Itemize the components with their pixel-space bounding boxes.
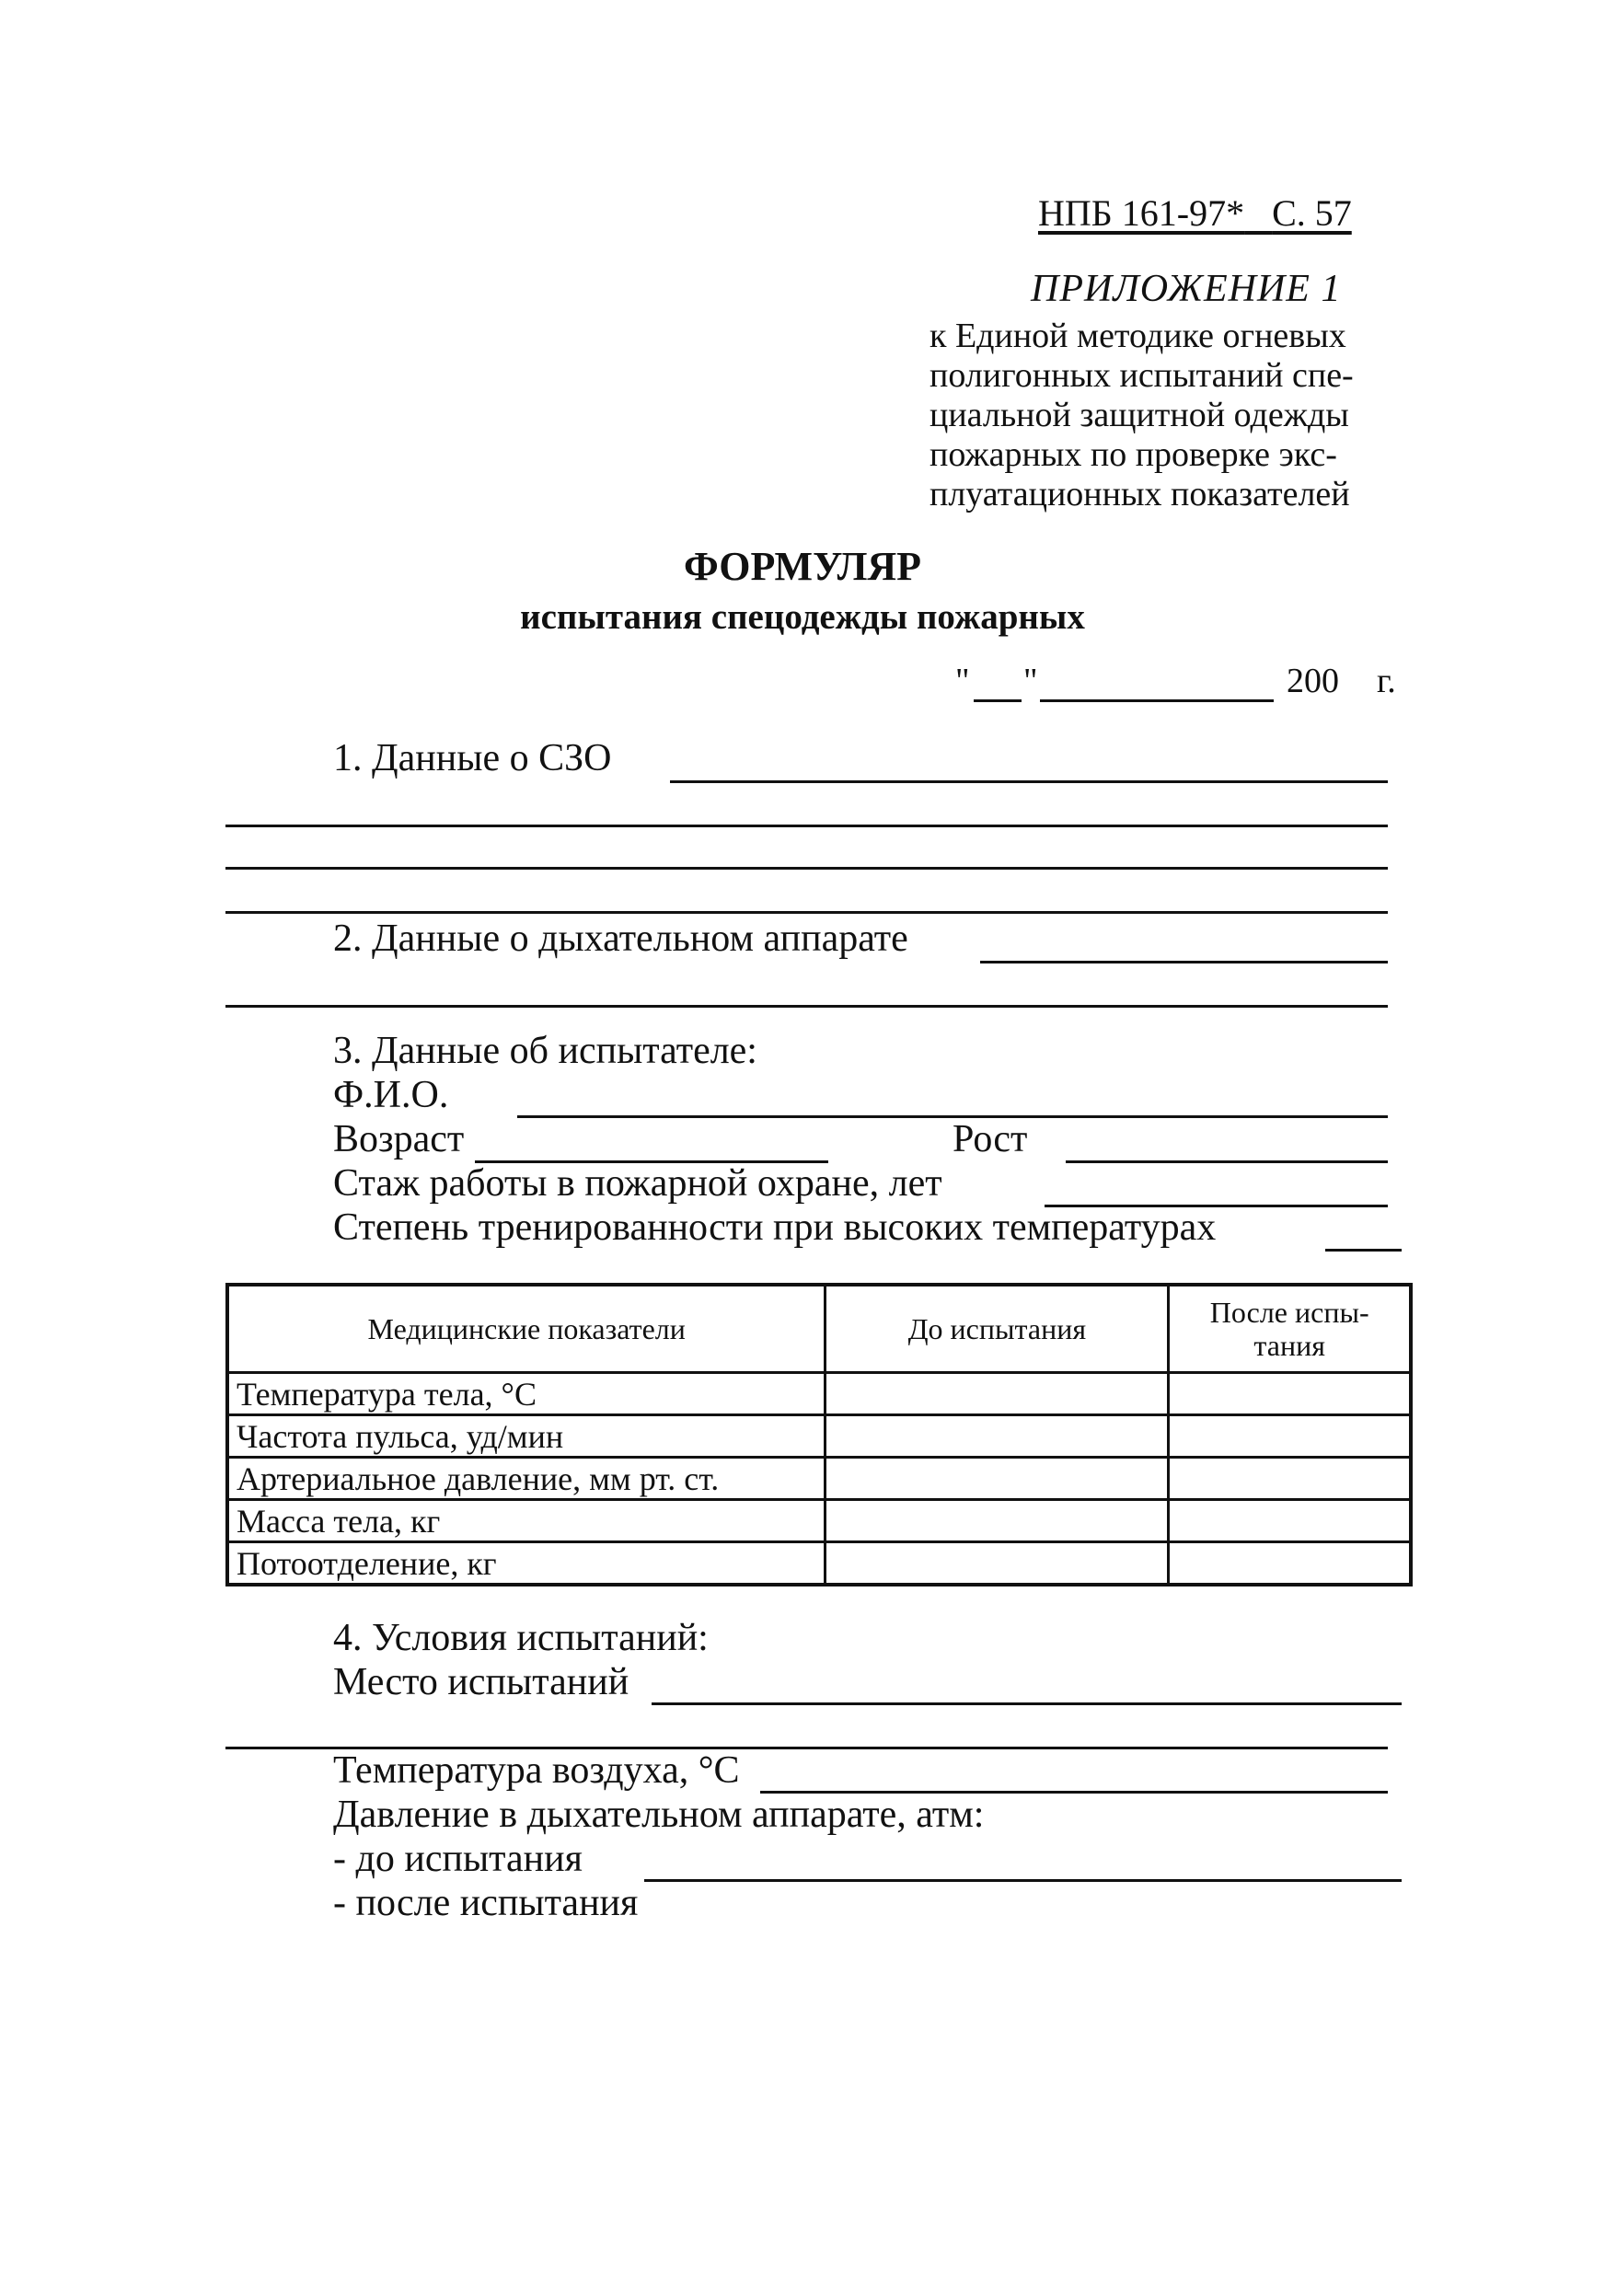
date-quote-close: ": [1023, 662, 1038, 700]
table-header-row: [227, 1285, 1411, 1373]
appendix-line: к Единой методике огневых: [930, 317, 1346, 355]
date-year-suffix: г.: [1377, 662, 1396, 700]
pressure-label: Давление в дыхательном аппарате, атм:: [333, 1794, 985, 1836]
indicator-name: Масса тела, кг: [227, 1500, 826, 1542]
before-test-cell[interactable]: [826, 1458, 1169, 1500]
date-quote-open: ": [955, 662, 970, 700]
air-temp-label: Температура воздуха, °С: [333, 1749, 740, 1792]
medical-indicators-table: [225, 1283, 1413, 1586]
section2-label: 2. Данные о дыхательном аппарате: [333, 917, 908, 960]
before-test-cell[interactable]: [826, 1500, 1169, 1542]
section4-label: 4. Условия испытаний:: [333, 1617, 709, 1659]
form-title: ФОРМУЛЯР: [683, 544, 922, 589]
indicator-name: Потоотделение, кг: [227, 1542, 826, 1586]
table-row: [227, 1542, 1411, 1586]
table-row: [227, 1458, 1411, 1500]
indicator-name: Частота пульса, уд/мин: [227, 1415, 826, 1458]
table-row: [227, 1500, 1411, 1542]
training-label: Степень тренированности при высоких температурах: [333, 1206, 1217, 1249]
appendix-line: циальной защитной одежды: [930, 396, 1349, 434]
before-test-cell[interactable]: [826, 1415, 1169, 1458]
document-code: НПБ 161-97*: [1038, 192, 1245, 234]
column-header: После испы- тания: [1169, 1285, 1411, 1373]
section1-label: 1. Данные о СЗО: [333, 737, 612, 779]
appendix-title: ПРИЛОЖЕНИЕ 1: [1031, 268, 1342, 310]
table-row: [227, 1415, 1411, 1458]
after-test-cell[interactable]: [1169, 1373, 1411, 1415]
pressure-before-field[interactable]: [644, 1879, 1402, 1882]
appendix-text: [930, 317, 1354, 514]
height-field[interactable]: [1066, 1160, 1388, 1163]
before-test-cell[interactable]: [826, 1542, 1169, 1586]
age-label: Возраст: [333, 1118, 465, 1160]
form-subtitle: испытания спецодежды пожарных: [520, 597, 1085, 637]
section2-field-line[interactable]: [225, 1005, 1388, 1008]
fio-label: Ф.И.О.: [333, 1074, 449, 1116]
after-test-cell[interactable]: [1169, 1542, 1411, 1586]
height-label: Рост: [953, 1118, 1028, 1160]
section1-field-line[interactable]: [225, 825, 1388, 827]
after-test-cell[interactable]: [1169, 1415, 1411, 1458]
page-number: С. 57: [1272, 192, 1352, 234]
date-day-field[interactable]: [974, 699, 1022, 702]
after-test-cell[interactable]: [1169, 1500, 1411, 1542]
appendix-line: плуатационных показателей: [930, 475, 1350, 513]
indicator-name: Артериальное давление, мм рт. ст.: [227, 1458, 826, 1500]
section3-label: 3. Данные об испытателе:: [333, 1030, 757, 1072]
section1-field-line[interactable]: [225, 911, 1388, 914]
indicator-name: Температура тела, °С: [227, 1373, 826, 1415]
after-test-cell[interactable]: [1169, 1458, 1411, 1500]
experience-label: Стаж работы в пожарной охране, лет: [333, 1162, 942, 1205]
appendix-line: пожарных по проверке экс-: [930, 435, 1337, 474]
place-label: Место испытаний: [333, 1661, 629, 1703]
column-header: Медицинские показатели: [227, 1285, 826, 1373]
appendix-line: полигонных испытаний спе-: [930, 356, 1354, 395]
section1-field[interactable]: [670, 780, 1388, 783]
column-header: До испытания: [826, 1285, 1169, 1373]
pressure-after-label: - после испытания: [333, 1882, 639, 1924]
before-test-cell[interactable]: [826, 1373, 1169, 1415]
section1-field-line[interactable]: [225, 867, 1388, 870]
pressure-before-label: - до испытания: [333, 1838, 583, 1880]
table-row: [227, 1373, 1411, 1415]
date-year: 200: [1287, 662, 1339, 700]
section2-field[interactable]: [980, 961, 1388, 963]
training-field[interactable]: [1325, 1249, 1402, 1252]
place-field[interactable]: [652, 1702, 1402, 1705]
date-month-field[interactable]: [1040, 699, 1274, 702]
